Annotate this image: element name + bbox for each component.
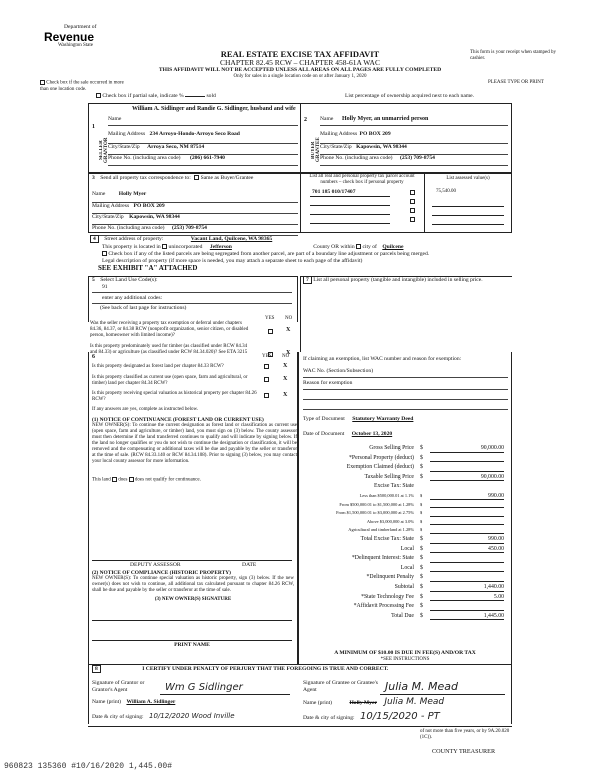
- tax-row-dollar-sign: $: [420, 535, 423, 542]
- legal-note: Legal description of property (if more space is needed, you may attach a separate sheet to each page of the affidavit): [102, 258, 363, 264]
- seller-mailing-label: Mailing Address: [108, 131, 146, 137]
- buyer-side-label: BUYER GRANTEE: [311, 137, 321, 163]
- s5-no-header: NO: [285, 316, 293, 321]
- tax-row: [300, 463, 510, 473]
- subnote-line: Only for sales in a single location code on or after January 1, 2020: [233, 74, 367, 79]
- same-as-buyer-checkbox[interactable]: [194, 175, 199, 180]
- tax-row-label: Excise Tax: State: [373, 483, 414, 490]
- logo-line2: Revenue: [44, 30, 95, 44]
- section-4-number: 4: [90, 235, 99, 243]
- tax-row-label: Gross Selling Price: [369, 445, 414, 451]
- tax-row-dollar-sign: $: [420, 510, 423, 516]
- tax-row: [300, 612, 510, 622]
- tax-row-value[interactable]: 5.00: [493, 593, 504, 600]
- tax-row-label: Local: [400, 545, 414, 552]
- sec3-name-label: Name: [92, 191, 106, 197]
- s6-question-3: Is this property receiving special valuation as historical property per chapter 84.26 RCW?: [92, 391, 257, 402]
- ownership-note: List percentage of ownership acquired next to each name.: [345, 93, 475, 99]
- land-does-not-checkbox[interactable]: [129, 477, 134, 482]
- tax-row: [300, 564, 510, 574]
- buyer-mailing[interactable]: PO BOX 209: [359, 131, 391, 137]
- partial-sale-checkbox[interactable]: [96, 93, 101, 98]
- tax-row: [300, 593, 510, 603]
- tax-row: [300, 535, 510, 545]
- parcel-personal-checkbox-3[interactable]: [410, 208, 415, 213]
- tax-row-label: Taxable Selling Price: [364, 473, 414, 480]
- grantee-name-struck: Holly Myer: [349, 700, 377, 706]
- tax-row-label: *Affidavit Processing Fee: [353, 603, 414, 610]
- s6-question-2: Is this property classified as current use (open space, farm and agricultural, or timber) land per chapter 84.34 RCW?: [92, 375, 248, 386]
- multi-location-checkbox[interactable]: [40, 80, 45, 85]
- tax-row-value[interactable]: 1,445.00: [483, 612, 504, 619]
- grantor-name[interactable]: William A. Sidlinger: [126, 699, 176, 705]
- tax-row-label: From $500,000.01 to $1,500,000 at 1.28%: [339, 501, 414, 507]
- tax-row-dollar-sign: $: [420, 593, 423, 600]
- grantor-date-label: Date & city of signing:: [92, 714, 144, 720]
- doc-date-label: Date of Document: [303, 431, 345, 437]
- tax-row: [300, 545, 510, 555]
- buyer-name[interactable]: Holly Myer, an unmarried person: [342, 116, 429, 122]
- tax-row-label: Above $3,000,000 at 3.0%: [366, 518, 414, 524]
- grantor-date-city[interactable]: 10/12/2020 Wood Inville: [149, 712, 235, 720]
- seller-phone-label: Phone No. (including area code): [108, 155, 181, 161]
- tax-row: [300, 454, 510, 464]
- tax-row-dollar-sign: $: [420, 612, 423, 619]
- grantor-signature[interactable]: Wm G Sidlinger: [165, 682, 243, 693]
- tax-row-label: From $1,500,000.01 to $3,000,000 at 2.75%: [336, 510, 414, 516]
- county-label: County OR within: [313, 244, 355, 250]
- parcel-personal-checkbox-2[interactable]: [410, 199, 415, 204]
- tax-row-label: *Delinquent Interest: State: [351, 555, 414, 562]
- s6-question-1: Is this property designated as forest land per chapter 84.33 RCW?: [92, 364, 224, 369]
- s6-q3-yes-checkbox[interactable]: [264, 393, 269, 398]
- sec3-name[interactable]: Holly Myer: [118, 191, 147, 197]
- buyer-city[interactable]: Kapowsin, WA 98344: [356, 144, 407, 150]
- value-header: List assessed value(s): [446, 176, 490, 181]
- tax-row: [300, 518, 510, 527]
- s6-yes-header: YES: [262, 354, 272, 359]
- tax-row-value[interactable]: 450.00: [488, 545, 504, 552]
- tax-row: [300, 526, 510, 535]
- tax-row-value[interactable]: 990.00: [488, 492, 504, 499]
- this-land-label: This land: [92, 477, 111, 483]
- land-does-checkbox[interactable]: [112, 477, 117, 482]
- tax-row-label: Exemption Claimed (deduct): [346, 464, 414, 471]
- section-2-number: 2: [304, 117, 307, 123]
- grantor-name-label: Name (print): [92, 699, 122, 705]
- any-yes-note: If any answers are yes, complete as instructed below.: [92, 407, 199, 412]
- tax-row: [300, 602, 510, 612]
- tax-row-dollar-sign: $: [420, 473, 423, 480]
- tax-row-dollar-sign: $: [420, 454, 423, 461]
- assessed-value[interactable]: 75,540.00: [436, 189, 456, 194]
- s5-q1-no-mark[interactable]: X: [286, 327, 291, 333]
- tax-row: [300, 501, 510, 510]
- s6-no-header: NO: [282, 354, 290, 359]
- tax-row-dollar-sign: $: [420, 545, 423, 552]
- tax-row-dollar-sign: $: [420, 583, 423, 590]
- located-label: This property is located in: [102, 244, 161, 250]
- grantee-name[interactable]: Julia M. Mead: [384, 697, 445, 707]
- s5-q2-no-mark[interactable]: X: [286, 350, 291, 356]
- tax-calculation-table: [300, 444, 510, 621]
- seller-mailing[interactable]: 234 Arroyo-Hondo-Arroyo Seco Road: [149, 131, 240, 137]
- logo-line3: Washington State: [58, 43, 94, 48]
- buyer-phone[interactable]: (253) 709-8754: [399, 155, 435, 161]
- multi-location-label: Check box if the sale occurred in more than one location code.: [40, 80, 124, 92]
- street-label: Street address of property:: [104, 236, 164, 242]
- tax-row-dollar-sign: $: [420, 445, 423, 451]
- notice-2-body: NEW OWNER(S): To continue special valuation as historic property, sign (3) below. If the new owner(s) does not wish to continue, all additional tax calculated pursuant to chapter 84.26 RCW, shall be due and payable by the seller or transferor at the time of sale.: [92, 576, 294, 593]
- parcel-number[interactable]: 701 185 010/17407: [312, 189, 356, 195]
- parcel-personal-checkbox-1[interactable]: [410, 190, 415, 195]
- parcel-personal-checkbox-4[interactable]: [410, 217, 415, 222]
- city-name[interactable]: Quilcene: [382, 244, 404, 250]
- does-not-qualify-label: does not qualify for continuance.: [134, 477, 201, 483]
- tax-row-label: *Personal Property (deduct): [348, 454, 414, 461]
- grantee-sig-label: Signature of Grantee or Grantee's Agent: [303, 680, 378, 693]
- tax-row-label: Total Due: [391, 612, 414, 619]
- warning-line: THIS AFFIDAVIT WILL NOT BE ACCEPTED UNLESS ALL AREAS ON ALL PAGES ARE FULLY COMPLETED: [158, 67, 442, 73]
- grantor-sig-label: Signature of Grantor or Grantor's Agent: [92, 680, 145, 693]
- street-address[interactable]: Vacant Land, Quilcene, WA 98365: [190, 236, 273, 242]
- tax-row-label: Agricultural and timberland at 1.28%: [348, 527, 414, 533]
- sec3-mailing[interactable]: PO BOX 209: [133, 203, 165, 209]
- section-6-number: 6: [92, 354, 95, 360]
- tax-row: [300, 444, 510, 454]
- tax-row-label: *Delinquent Penalty: [366, 574, 414, 581]
- seller-city-label: City/State/Zip: [108, 144, 140, 150]
- does-label: does: [118, 477, 128, 483]
- city-of-checkbox[interactable]: [356, 244, 361, 249]
- exemption-note: If claiming an exemption, list WAC number and reason for exemption:: [303, 356, 462, 362]
- logo-line1: Department of: [64, 24, 97, 30]
- tax-row-dollar-sign: $: [420, 603, 423, 610]
- segregated-checkbox[interactable]: [102, 251, 107, 256]
- dor-logo: [44, 24, 114, 49]
- s6-q1-yes-checkbox[interactable]: [264, 364, 269, 369]
- sec3-mailing-label: Mailing Address: [92, 203, 130, 209]
- seller-name[interactable]: William A. Sidlinger and Randie G. Sidlinger, husband and wife: [132, 106, 296, 112]
- sec3-city-label: City/State/Zip: [92, 214, 124, 220]
- county-name[interactable]: Jefferson: [209, 244, 232, 250]
- notice-1-body: NEW OWNER(S): To continue the current designation as forest land or classification as current use (open space, farm and agriculture, or timber) land, you must sign on (3) below. The county assessor must then determine if the land transferred continues to qualify and will indicate by signing below. If the land no longer qualifies or you do not wish to continue the designation or classification, it will be removed and the compensating or additional taxes will be due and payable by the seller or transferor at the time of sale. (RCW 84.33.140 or RCW 84.34.108). Prior to signing (3) below, you may contact your local county assessor for more information.: [92, 423, 297, 464]
- notice-1-title: (1) NOTICE OF CONTINUANCE (FOREST LAND OR CURRENT USE): [92, 417, 264, 423]
- sec3-city[interactable]: Kapowsin, WA 98344: [129, 214, 180, 220]
- tax-row: [300, 473, 510, 483]
- tax-row-value[interactable]: 90,000.00: [480, 473, 504, 480]
- personal-property-label: List all personal property (tangible and intangible) included in selling price.: [313, 277, 483, 283]
- type-note: PLEASE TYPE OR PRINT: [488, 80, 544, 85]
- tax-row-label: Subtotal: [394, 583, 414, 590]
- land-use-code[interactable]: 91: [102, 284, 108, 290]
- reason-label: Reason for exemption: [303, 380, 353, 386]
- page-title: REAL ESTATE EXCISE TAX AFFIDAVIT: [220, 49, 380, 59]
- buyer-mailing-label: Mailing Address: [320, 131, 358, 137]
- buyer-name-label: Name: [320, 116, 334, 122]
- tax-row: [300, 482, 510, 492]
- s5-q1-yes-checkbox[interactable]: [268, 329, 273, 334]
- section-8-number: 8: [92, 665, 101, 673]
- tax-row-label: Total Excise Tax: State: [360, 535, 414, 542]
- tax-row-dollar-sign: $: [420, 574, 423, 581]
- tax-row: [300, 573, 510, 583]
- tax-row-value[interactable]: 990.00: [488, 535, 504, 542]
- parcel-header: List all real and personal property tax parcel account numbers – check box if personal property: [309, 174, 415, 185]
- tax-row-dollar-sign: $: [420, 527, 423, 533]
- city-of-label: city of: [362, 244, 377, 250]
- seller-phone[interactable]: (206) 661-7940: [189, 155, 225, 161]
- tax-row-dollar-sign: $: [420, 464, 423, 471]
- tax-row-dollar-sign: $: [420, 564, 423, 571]
- seller-city[interactable]: Arroya Seco, NM 87514: [147, 144, 205, 150]
- tax-row-dollar-sign: $: [420, 518, 423, 524]
- see-instructions: *SEE INSTRUCTIONS: [380, 657, 430, 662]
- section-7-number: 7: [303, 276, 312, 284]
- partial-sale-label: Check box if partial sale, indicate %: [102, 93, 184, 99]
- s6-q3-no-mark[interactable]: X: [283, 392, 288, 398]
- receipt-note: This form is your receipt when stamped by cashier.: [470, 50, 556, 61]
- tax-row: [300, 554, 510, 564]
- land-use-label: Select Land Use Code(s):: [100, 277, 158, 283]
- print-name-label: PRINT NAME: [174, 642, 210, 648]
- unincorporated-label: unincorporated: [168, 244, 203, 250]
- s6-q1-no-mark[interactable]: X: [283, 363, 288, 369]
- section-3-number: 3: [92, 175, 95, 181]
- segregated-label: Check box if any of the listed parcels are being segregated from another parcel, are part of a boundary line adjustment or parcels being merged.: [108, 251, 430, 257]
- county-treasurer-label: COUNTY TREASURER: [432, 748, 496, 755]
- doc-date[interactable]: October 13, 2020: [351, 431, 393, 437]
- certify-statement: I CERTIFY UNDER PENALTY OF PERJURY THAT THE FOREGOING IS TRUE AND CORRECT.: [142, 666, 389, 672]
- see-back-note: (See back of last page for instructions): [100, 305, 187, 311]
- minimum-note: A MINIMUM OF $10.00 IS DUE IN FEE(S) AND/OR TAX: [334, 650, 476, 656]
- tax-row-dollar-sign: $: [420, 492, 423, 498]
- section-7-top: [300, 276, 512, 352]
- grantee-date-city[interactable]: 10/15/2020 - PT: [360, 711, 440, 722]
- see-exhibit: SEE EXHIBIT "A" ATTACHED: [98, 264, 198, 272]
- cashier-stamp: 960823 135360 #10/16/2020 1,445.00#: [4, 762, 173, 771]
- send-to-label: Send all property tax correspondence to:: [100, 175, 191, 181]
- section-1-number: 1: [92, 124, 95, 130]
- deputy-assessor-label: DEPUTY ASSESSOR: [130, 562, 181, 568]
- perjury-note: of not more than five years, or by 9A.20.020 (1C)).: [420, 729, 510, 740]
- seller-side-label: SELLER GRANTOR: [99, 137, 109, 163]
- s5-question-2: Is this property predominately used for timber (as classified under RCW 84.34 and 84.33) or agriculture (as classified under RCW 84.34.020)? See ETA 3215: [90, 344, 248, 355]
- buyer-city-label: City/State/Zip: [320, 144, 352, 150]
- tax-row-label: Less than $500,000.01 at 1.1%: [359, 492, 414, 498]
- seller-name-label: Name: [108, 116, 122, 122]
- s6-q2-no-mark[interactable]: X: [283, 376, 288, 382]
- new-owner-signature-label: (3) NEW OWNER(S) SIGNATURE: [154, 597, 232, 602]
- tax-row-label: *State Technology Fee: [361, 593, 414, 600]
- unincorporated-checkbox[interactable]: [162, 244, 167, 249]
- tax-row: [300, 509, 510, 518]
- notice-2-title: (2) NOTICE OF COMPLIANCE (HISTORIC PROPERTY): [92, 570, 231, 576]
- buyer-phone-label: Phone No. (including area code): [320, 155, 393, 161]
- doc-type-label: Type of Document: [303, 416, 345, 422]
- wac-label: WAC No. (Section/Subsection): [303, 368, 374, 374]
- same-as-buyer-label: Same as Buyer/Grantee: [200, 175, 254, 181]
- tax-row-dollar-sign: $: [420, 501, 423, 507]
- chapter-line: CHAPTER 82.45 RCW – CHAPTER 458-61A WAC: [220, 58, 380, 67]
- tax-row-label: Local: [400, 564, 414, 571]
- sec3-phone[interactable]: (253) 709-8754: [171, 225, 207, 231]
- tax-row: [300, 583, 510, 593]
- sec3-phone-label: Phone No. (including area code): [92, 225, 165, 231]
- grantee-date-label: Date & city of signing:: [303, 715, 355, 721]
- tax-row-value[interactable]: 1,440.00: [483, 583, 504, 590]
- grantee-signature[interactable]: Julia M. Mead: [385, 680, 459, 693]
- tax-row: [300, 492, 510, 501]
- grantee-name-label: Name (print): [303, 700, 333, 706]
- sold-label: sold: [206, 93, 216, 99]
- s6-q2-yes-checkbox[interactable]: [264, 377, 269, 382]
- s5-yes-header: YES: [265, 316, 275, 321]
- s5-question-1: Was the seller receiving a property tax exemption or deferral under chapters 84.36, 84.37, or 84.38 RCW (nonprofit organization, senior citizen, or disabled person, homeowner with limited income)?: [90, 321, 249, 338]
- doc-type[interactable]: Statutory Warranty Deed: [352, 416, 414, 422]
- additional-codes-label: enter any additional codes:: [102, 295, 163, 301]
- deputy-date-label: DATE: [242, 562, 257, 568]
- tax-row-value[interactable]: 90,000.00: [480, 445, 504, 451]
- tax-row-dollar-sign: $: [420, 555, 423, 562]
- section-5-number: 5: [92, 277, 95, 283]
